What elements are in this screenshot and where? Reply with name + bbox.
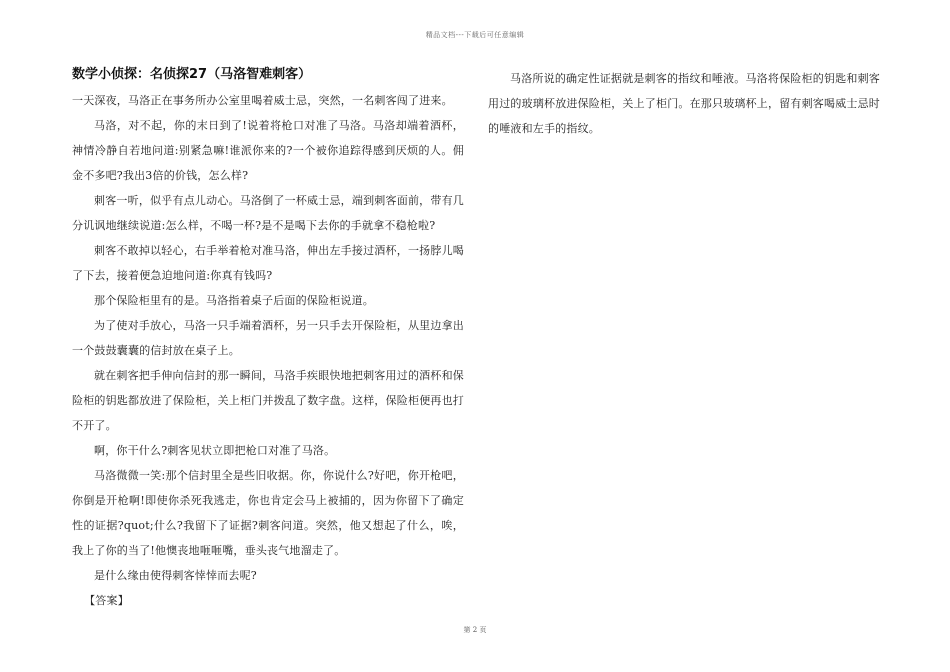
page-number: 第 2 页 bbox=[463, 626, 487, 634]
paragraph-10: 是什么缘由使得刺客悻悻而去呢? bbox=[94, 569, 257, 582]
paragraph-7: 就在刺客把手伸向信封的那一瞬间，马洛手疾眼快地把刺客用过的酒杯和保险柜的钥匙都放进了保险柜，关上柜门并拨乱了数字盘。这样，保险柜便再也打不开了。 bbox=[72, 369, 464, 432]
answer-label: 【答案】 bbox=[84, 594, 129, 607]
paragraph-5: 那个保险柜里有的是。马洛指着桌子后面的保险柜说道。 bbox=[94, 294, 374, 307]
left-column bbox=[72, 66, 464, 613]
paragraph-2: 马洛，对不起，你的末日到了!说着将枪口对准了马洛。马洛却端着酒杯，神情冷静自若地问道:别紧急嘛!谁派你来的?一个被你追踪得感到厌烦的人。佣金不多吧?我出3倍的价钱，怎么样? bbox=[72, 119, 464, 182]
article-title: 数学小侦探：名侦探27（马洛智难刺客） bbox=[72, 67, 312, 82]
paragraph-6: 为了使对手放心，马洛一只手端着酒杯，另一只手去开保险柜，从里边拿出一个鼓鼓囊囊的信封放在桌子上。 bbox=[72, 319, 464, 357]
answer-text: 马洛所说的确定性证据就是刺客的指纹和唾液。马洛将保险柜的钥匙和刺客用过的玻璃杯放进保险柜，关上了柜门。在那只玻璃杯上，留有刺客喝威士忌时的唾液和左手的指纹。 bbox=[488, 72, 880, 135]
paragraph-1: 一天深夜，马洛正在事务所办公室里喝着威士忌，突然，一名刺客闯了进来。 bbox=[72, 94, 453, 107]
paragraph-4: 刺客不敢掉以轻心，右手举着枪对准马洛，伸出左手接过酒杯，一扬脖儿喝了下去，接着便急迫地问道:你真有钱吗? bbox=[72, 244, 464, 282]
right-column bbox=[488, 66, 880, 141]
paragraph-3: 刺客一听，似乎有点儿动心。马洛倒了一杯威士忌，端到刺客面前，带有几分讥讽地继续说道:怎么样，不喝一杯?是不是喝下去你的手就拿不稳枪啦? bbox=[72, 194, 464, 232]
paragraph-8: 啊，你干什么?刺客见状立即把枪口对准了马洛。 bbox=[94, 444, 336, 457]
page-header: 精品文档---下载后可任意编辑 bbox=[425, 31, 525, 39]
paragraph-9: 马洛微微一笑:那个信封里全是些旧收据。你，你说什么?好吧，你开枪吧，你倒是开枪啊!即使你杀死我逃走，你也肯定会马上被捕的，因为你留下了确定性的证据?quot;什么?我留下了证据?刺客问道。突然，他又想起了什么，唉，我上了你的当了!他懊丧地咂咂嘴，垂头丧气地溜走了。 bbox=[72, 469, 464, 557]
